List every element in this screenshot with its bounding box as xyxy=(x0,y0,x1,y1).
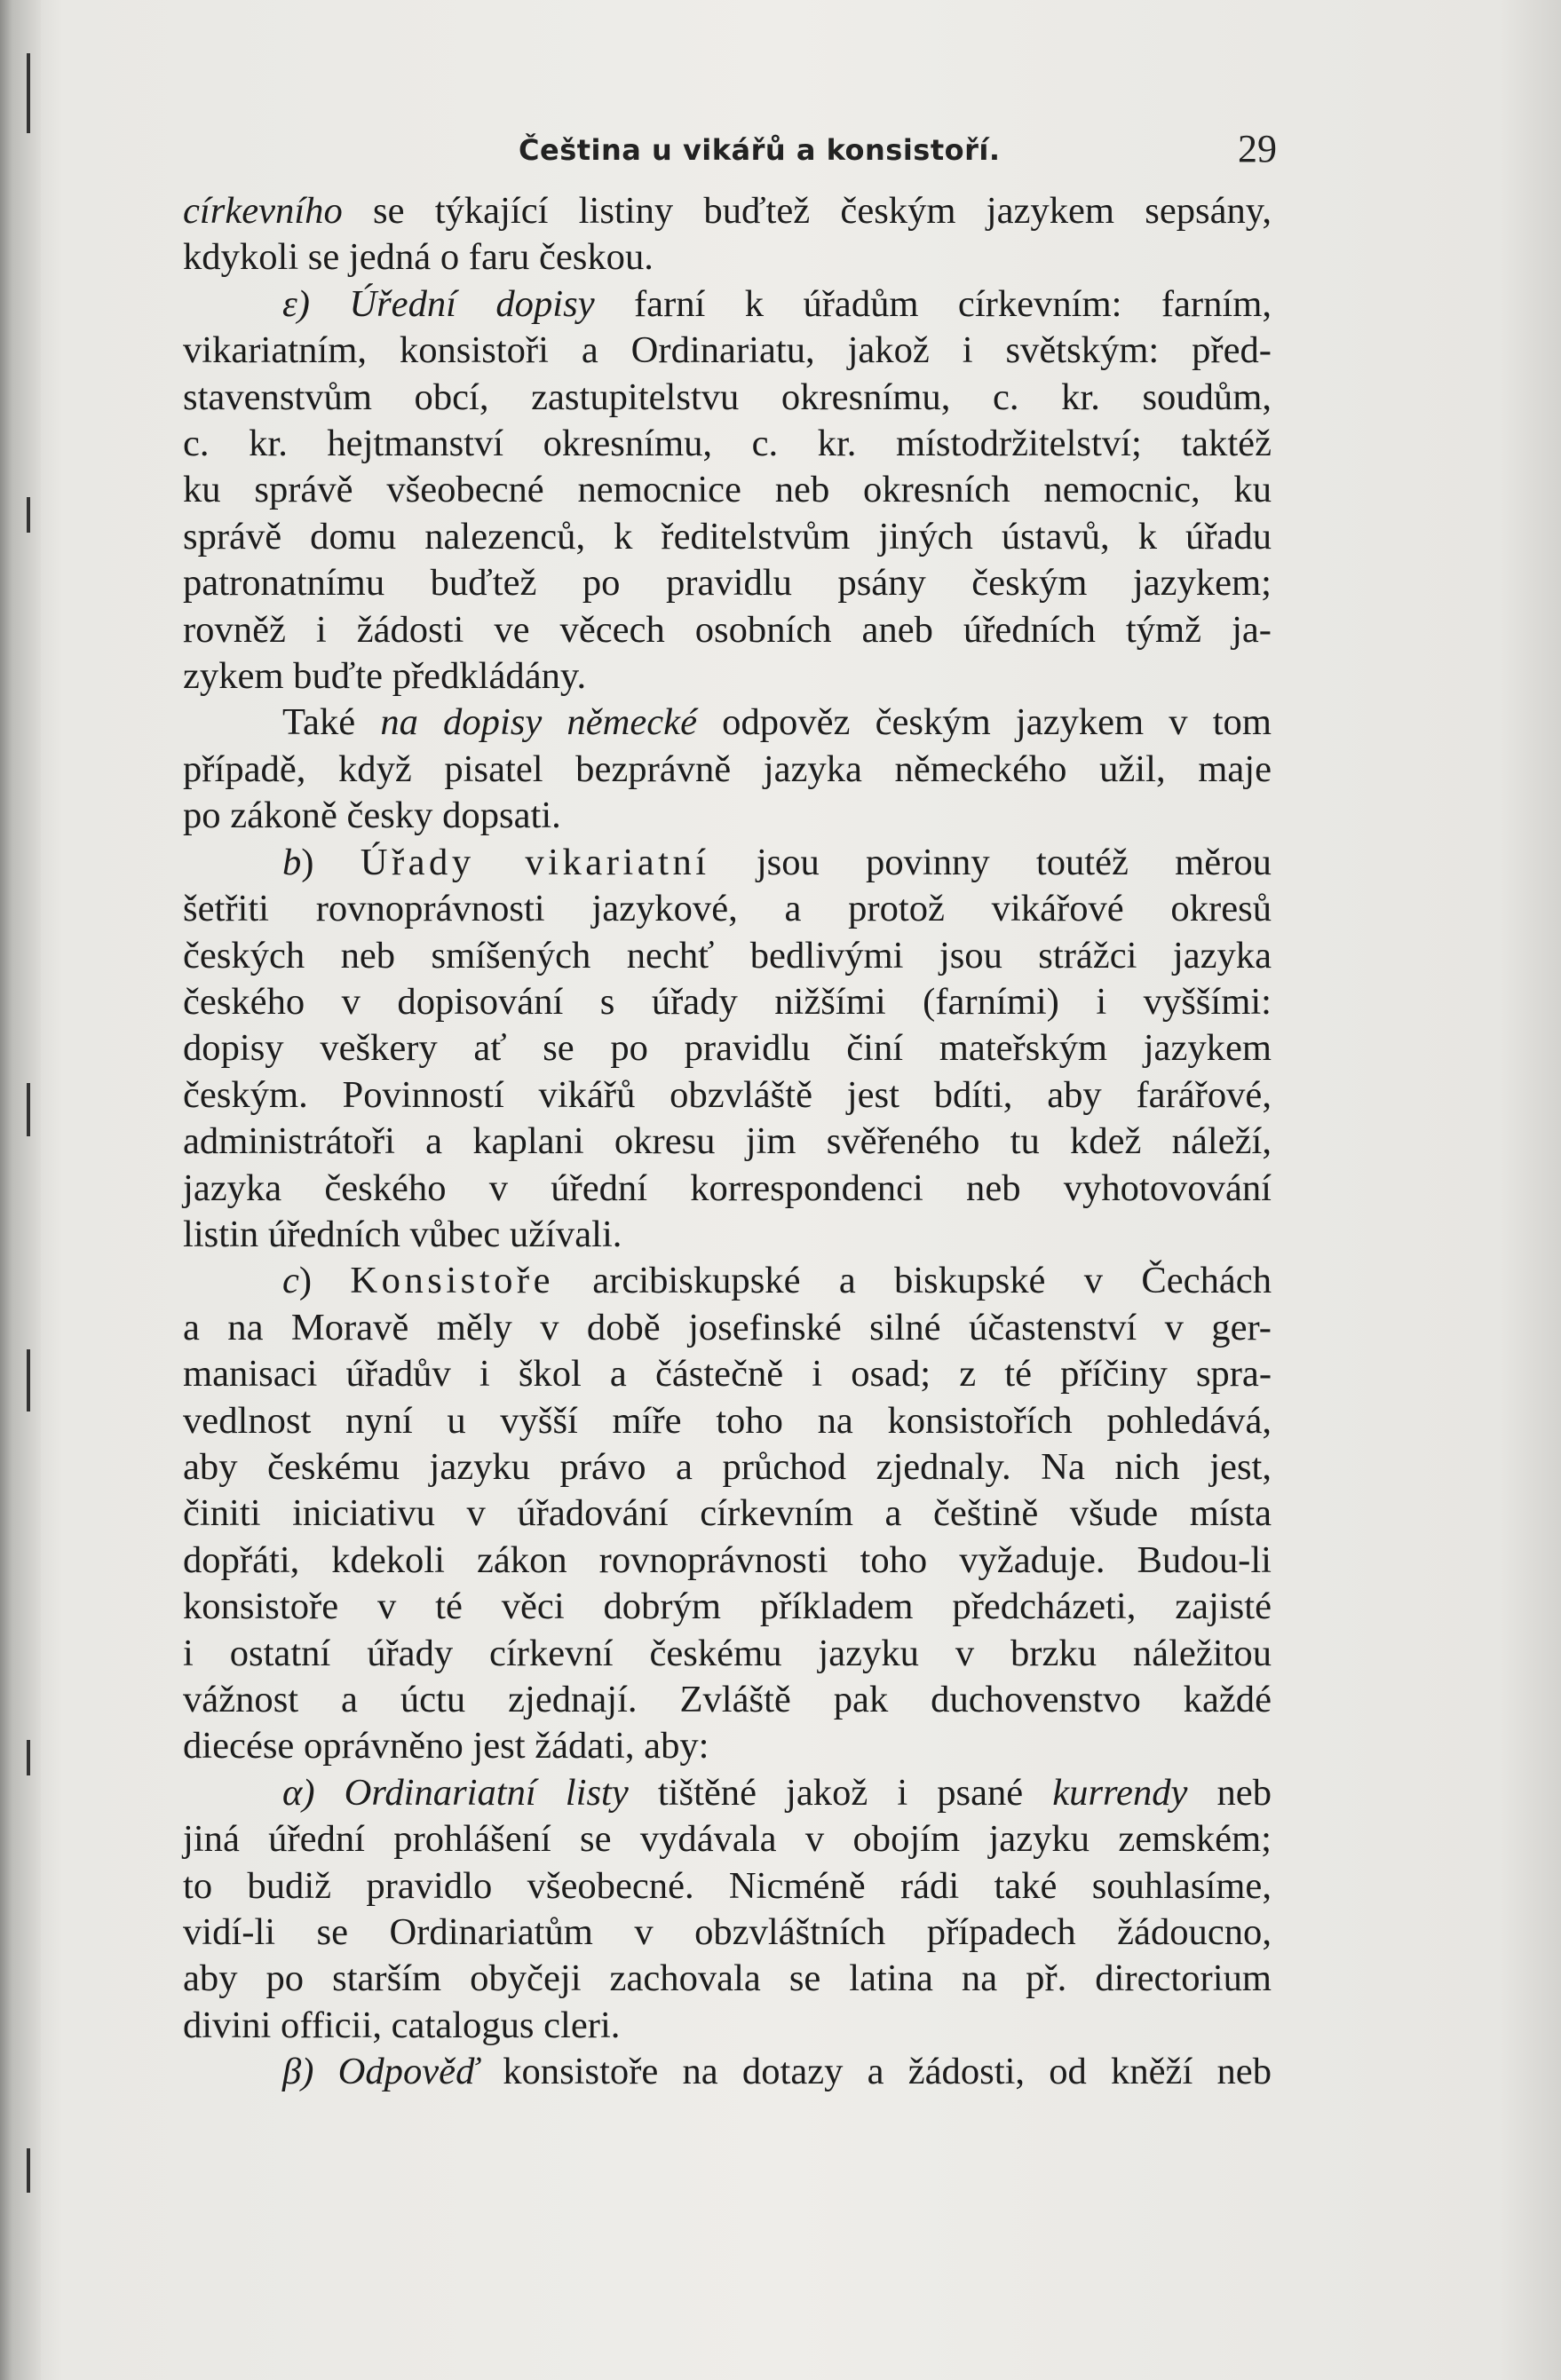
text-line xyxy=(183,1072,1272,1119)
text-run: zykem buďte předkládány. xyxy=(183,655,587,698)
text-line xyxy=(183,979,1272,1025)
text-line xyxy=(183,1816,1272,1862)
text-line xyxy=(183,1538,1272,1584)
text-run: farní k úřadům církevním: farním, xyxy=(594,282,1272,325)
text-run: šetřiti rovnoprávnosti jazykové, a protož vikářové okresů xyxy=(183,888,1272,930)
text-run: patronatnímu buďtež po pravidlu psány českým jazykem; xyxy=(183,562,1272,605)
italic-text: církevního xyxy=(183,190,343,232)
text-run: jsou povinny toutéž měrou xyxy=(709,841,1272,883)
text-run: správě domu nalezenců, k ředitelstvům jiných ústavů, k úřadu xyxy=(183,515,1272,557)
text-line xyxy=(183,1258,1272,1304)
text-run: vikariatním, konsistoři a Ordinariatu, jakož i světským: před- xyxy=(183,329,1272,372)
text-line xyxy=(183,281,1272,328)
text-line xyxy=(183,1490,1272,1537)
binding-mark xyxy=(27,1740,30,1775)
text-run: a na Moravě měly v době josefinské silné účastenství v ger- xyxy=(183,1306,1272,1348)
text-line xyxy=(183,1444,1272,1490)
text-line xyxy=(183,2003,1272,2049)
text-run: se týkající listiny buďtež českým jazykem sepsány, xyxy=(342,190,1272,232)
text-run: aby po starším obyčeji zachovala se latina na př. directorium xyxy=(183,1957,1272,2000)
running-head: Čeština u vikářů a konsistoří. xyxy=(519,133,1001,167)
text-line xyxy=(183,375,1272,421)
text-run: arcibiskupské a biskupské v Čechách xyxy=(553,1260,1272,1302)
text-run: manisaci úřadův i škol a částečně i osad; z té příčiny spra- xyxy=(183,1353,1272,1396)
text-line xyxy=(183,328,1272,374)
text-line xyxy=(183,188,1272,234)
text-line xyxy=(183,1584,1272,1630)
text-run: jiná úřední prohlášení se vydávala v obojím jazyku zemském; xyxy=(183,1818,1272,1861)
italic-text: c xyxy=(282,1260,299,1302)
text-run: českého v dopisování s úřady nižšími (farními) i vyššími: xyxy=(183,980,1272,1023)
binding-mark xyxy=(27,2148,30,2193)
text-run: stavenstvům obcí, zastupitelstvu okresnímu, c. kr. soudům, xyxy=(183,376,1272,418)
text-line xyxy=(183,514,1272,560)
text-line xyxy=(183,1677,1272,1723)
text-line xyxy=(183,933,1272,979)
text-line xyxy=(183,421,1272,467)
text-line xyxy=(183,1119,1272,1165)
body-text xyxy=(183,188,1272,2096)
text-run: ku správě všeobecné nemocnice neb okresních nemocnic, ku xyxy=(183,469,1272,511)
text-line xyxy=(183,886,1272,932)
text-run: rovněž i žádosti ve věcech osobních aneb úředních týmž ja- xyxy=(183,608,1272,651)
text-run: dopřáti, kdekoli zákon rovnoprávnosti toho vyžaduje. Budou-li xyxy=(183,1538,1272,1581)
page-header xyxy=(186,124,1277,178)
text-run: vedlnost nyní u vyšší míře toho na konsistořích pohledává, xyxy=(183,1399,1272,1442)
text-line xyxy=(183,1770,1272,1816)
italic-text: kurrendy xyxy=(1052,1771,1188,1814)
text-run: tištěné jakož i psané xyxy=(628,1771,1053,1814)
text-run: případě, když pisatel bezprávně jazyka německého užil, maje xyxy=(183,747,1272,790)
italic-text: ε) Úřední dopisy xyxy=(282,282,595,325)
text-run: administrátoři a kaplani okresu jim svěřeného tu kdež náleží, xyxy=(183,1120,1272,1163)
text-run: konsistoře na dotazy a žádosti, od kněží neb xyxy=(478,2051,1272,2093)
text-run: i ostatní úřady církevní českému jazyku v brzku náležitou xyxy=(183,1632,1272,1674)
text-line xyxy=(183,234,1272,281)
italic-text: β) Odpověď xyxy=(282,2051,479,2093)
text-run: listin úředních vůbec užívali. xyxy=(183,1213,622,1255)
text-line xyxy=(183,1910,1272,1956)
text-line xyxy=(183,1723,1272,1769)
text-line xyxy=(183,793,1272,839)
text-line xyxy=(183,700,1272,746)
text-run: odpověz českým jazykem v tom xyxy=(697,701,1272,744)
italic-text: α) Ordinariatní listy xyxy=(282,1771,629,1814)
text-run: ) xyxy=(301,841,361,883)
text-run: Také xyxy=(282,701,381,744)
text-line xyxy=(183,2049,1272,2095)
text-run: činiti iniciativu v úřadování církevním a češtině všude místa xyxy=(183,1492,1272,1535)
text-run: to budiž pravidlo všeobecné. Nicméně rádi také souhlasíme, xyxy=(183,1864,1272,1907)
text-run: kdykoli se jedná o faru českou. xyxy=(183,236,654,279)
text-line xyxy=(183,1351,1272,1397)
page-binding-edge xyxy=(0,0,41,2380)
text-run: vidí-li se Ordinariatům v obzvláštních případech žádoucno, xyxy=(183,1911,1272,1954)
text-run: c. kr. hejtmanství okresnímu, c. kr. místodržitelství; taktéž xyxy=(183,423,1272,465)
text-line xyxy=(183,840,1272,886)
text-run: dopisy veškery ať se po pravidlu činí mateřským jazykem xyxy=(183,1027,1272,1070)
text-run: konsistoře v té věci dobrým příkladem předcházeti, zajisté xyxy=(183,1585,1272,1628)
text-line xyxy=(183,1305,1272,1351)
text-line xyxy=(183,747,1272,793)
page-number: 29 xyxy=(1238,127,1277,170)
binding-mark xyxy=(27,497,30,533)
text-run: aby českému jazyku právo a průchod zjednaly. Na nich jest, xyxy=(183,1445,1272,1488)
text-line xyxy=(183,1631,1272,1677)
italic-text: b xyxy=(282,841,302,883)
text-line xyxy=(183,1863,1272,1910)
binding-mark xyxy=(27,53,30,133)
text-line xyxy=(183,1398,1272,1444)
text-run: divini officii, catalogus cleri. xyxy=(183,2004,621,2046)
text-run: po zákoně česky dopsati. xyxy=(183,795,561,837)
text-run: českým. Povinností vikářů obzvláště jest bdíti, aby farářové, xyxy=(183,1073,1272,1116)
text-line xyxy=(183,607,1272,653)
spaced-text: Konsistoře xyxy=(350,1260,554,1302)
text-run: neb xyxy=(1187,1771,1272,1814)
text-run: diecése oprávněno jest žádati, aby: xyxy=(183,1725,709,1767)
text-run: vážnost a úctu zjednají. Zvláště pak duchovenstvo každé xyxy=(183,1679,1272,1720)
binding-mark xyxy=(27,1083,30,1136)
text-line xyxy=(183,1212,1272,1258)
text-run: českých neb smíšených nechť bedlivými jsou strážci jazyka xyxy=(183,934,1272,977)
text-line xyxy=(183,1166,1272,1212)
text-run: ) xyxy=(298,1260,351,1302)
binding-mark xyxy=(27,1349,30,1411)
italic-text: na dopisy německé xyxy=(380,701,697,744)
text-line xyxy=(183,467,1272,513)
spaced-text: Úřady vikariatní xyxy=(360,841,710,883)
text-line xyxy=(183,560,1272,606)
text-line xyxy=(183,1956,1272,2002)
text-line xyxy=(183,1025,1272,1071)
text-line xyxy=(183,653,1272,700)
text-run: jazyka českého v úřední korrespondenci neb vyhotovování xyxy=(183,1166,1272,1209)
